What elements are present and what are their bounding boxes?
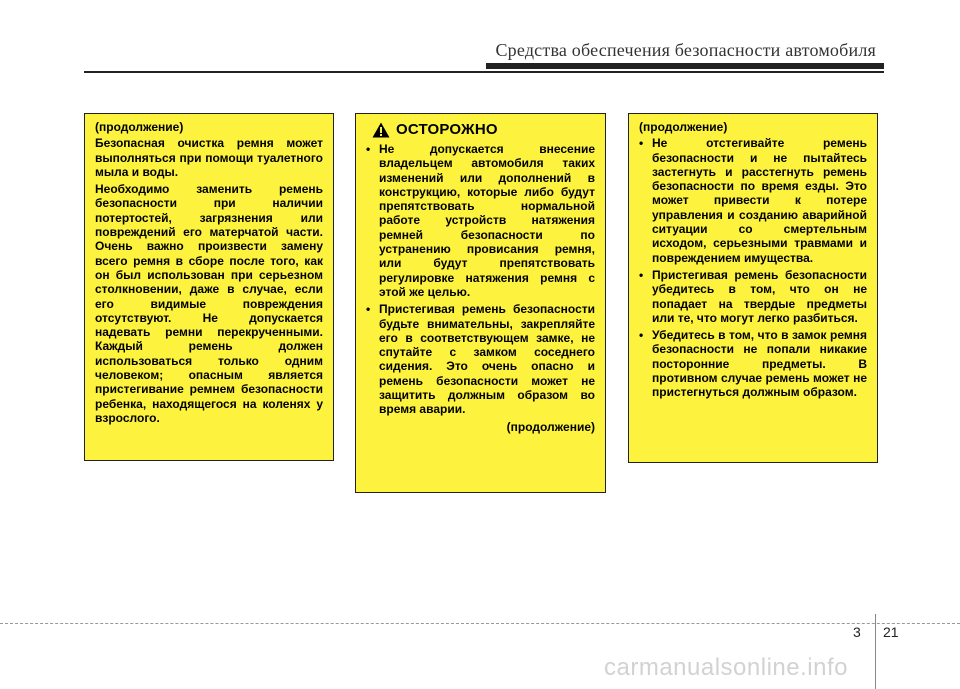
list-item: • Убедитесь в том, что в замок ремня безопасности не попали никакие посторонние предметы. В противном случае ремень может не пристегнуться должным образом. bbox=[639, 328, 867, 400]
list-item: • Пристегивая ремень безопасности убедитесь в том, что он не попадает на твердые предметы или те, что могут легко разбиться. bbox=[639, 267, 867, 325]
footer-dashed-rule bbox=[0, 623, 960, 624]
list-item: • Не отстегивайте ремень безопасности и не пытайтесь застегнуть и расстегнуть ремень безопасности по время езды. Это может привести к потере управления и созданию аварийной ситуации со смертельным исходом, серьезными травмами и повреждением имущества. bbox=[639, 136, 867, 265]
page-number-divider bbox=[875, 614, 876, 689]
bullet: • bbox=[639, 136, 644, 151]
warning-box bbox=[355, 113, 606, 493]
continued-label: (продолжение) bbox=[639, 120, 728, 134]
paragraph: Необходимо заменить ремень безопасности при наличии потертостей, загрязнения или повреждений его матерчатой части. Очень важно произвести замену всего ремня в сборе после того, как он был использован при серьезном столкновении, даже в случае, если его видимые повреждения отсутствуют. Не допускается надевать ремни перекрученными. Каждый ремень должен использоваться только одним человеком; опасным является пристегивание ремнем безопасности ребенка, находящегося на коленях у взрослого. bbox=[95, 182, 323, 425]
info-list bbox=[639, 136, 867, 399]
info-box-right bbox=[628, 113, 878, 463]
header-rule-thick bbox=[486, 63, 884, 69]
page-header-title: Средства обеспечения безопасности автомобиля bbox=[495, 40, 876, 60]
warning-triangle-icon bbox=[372, 122, 390, 138]
bullet: • bbox=[366, 302, 371, 317]
warning-title: ОСТОРОЖНО bbox=[396, 120, 498, 138]
bullet: • bbox=[639, 267, 644, 282]
warning-list bbox=[366, 142, 595, 417]
continued-label: (продолжение) bbox=[95, 120, 184, 134]
list-item: • Пристегивая ремень безопасности будьте внимательны, закрепляйте его в соответствующем замке, не спутайте с замком соседнего сидения. Это очень опасно и ремень безопасности может не защитить должным образом во время аварии. bbox=[366, 302, 595, 417]
watermark: carmanualsonline.info bbox=[604, 654, 848, 681]
bullet: • bbox=[366, 142, 371, 156]
bullet: • bbox=[639, 328, 644, 343]
section-number: 3 bbox=[853, 624, 861, 640]
paragraph: Безопасная очистка ремня может выполняться при помощи туалетного мыла и воды. bbox=[95, 136, 323, 179]
header-rule-thin bbox=[84, 71, 884, 73]
page-number: 21 bbox=[883, 624, 899, 640]
continued-end-label: (продолжение) bbox=[506, 419, 595, 434]
list-item: • Не допускается внесение владельцем автомобиля таких изменений или дополнений в конструкцию, которые либо будут препятствовать нормальной работе устройств натяжения ремней безопасности по устранению провисания ремня, или будут препятствовать регулировке натяжения ремня с этой же целью. bbox=[366, 142, 595, 299]
info-box-left bbox=[84, 113, 334, 461]
warning-header bbox=[366, 122, 595, 138]
